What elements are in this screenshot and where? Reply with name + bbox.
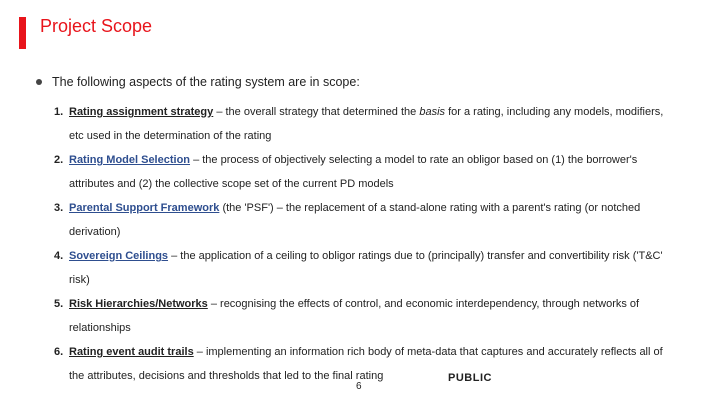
list-item [54, 292, 694, 340]
item-continuation: the attributes, decisions and thresholds that led to the final rating [69, 370, 384, 382]
item-term-link[interactable]: Rating assignment strategy [69, 106, 214, 118]
item-number: 3. [54, 202, 64, 214]
item-description: (the 'PSF') – the replacement of a stand-alone rating with a parent's rating (or notched [222, 202, 641, 214]
desc-part: the overall strategy that determined the [225, 106, 420, 118]
list-item [54, 148, 694, 196]
list-item [54, 100, 694, 148]
item-continuation: attributes and (2) the collective scope set of the current PD models [69, 178, 394, 190]
intro-bullet [36, 75, 360, 89]
page-number: 6 [356, 381, 362, 392]
item-term-link[interactable]: Risk Hierarchies/Networks [69, 298, 208, 310]
item-description: implementing an information rich body of meta-data that captures and accurately reflects all of [205, 346, 663, 358]
item-separator: – [207, 298, 221, 310]
item-separator: – [193, 346, 206, 358]
item-separator: – [190, 154, 203, 166]
item-description: recognising the effects of control, and economic interdependency, through networks of [220, 298, 640, 310]
item-number: 4. [54, 250, 64, 262]
item-continuation: relationships [69, 322, 131, 334]
item-description [226, 106, 664, 118]
item-number: 2. [54, 154, 64, 166]
item-continuation: etc used in the determination of the rating [69, 130, 272, 142]
item-description: the application of a ceiling to obligor ratings due to (principally) transfer and convertibility risk ('T&C' [180, 250, 663, 262]
desc-emphasis: basis [419, 106, 446, 118]
list-item [54, 340, 694, 388]
scope-list [54, 100, 694, 388]
item-continuation: derivation) [69, 226, 121, 238]
item-term-link[interactable]: Sovereign Ceilings [69, 250, 169, 262]
item-number: 5. [54, 298, 64, 310]
item-term-link[interactable]: Parental Support Framework [69, 202, 220, 214]
item-number: 1. [54, 106, 64, 118]
item-number: 6. [54, 346, 64, 358]
item-separator: – [168, 250, 181, 262]
item-term-link[interactable]: Rating Model Selection [69, 154, 191, 166]
item-continuation: risk) [69, 274, 90, 286]
title-accent-bar [19, 17, 26, 49]
list-item [54, 244, 694, 292]
item-separator: – [213, 106, 226, 118]
classification-label: PUBLIC [448, 372, 492, 384]
intro-text: The following aspects of the rating system are in scope: [52, 75, 360, 89]
list-item [54, 196, 694, 244]
desc-part: for a rating, including any models, modifiers, [445, 106, 664, 118]
item-term-link[interactable]: Rating event audit trails [69, 346, 194, 358]
bullet-dot-icon [36, 79, 42, 85]
page-title: Project Scope [40, 16, 153, 36]
item-description: the process of objectively selecting a model to rate an obligor based on (1) the borrower's [202, 154, 638, 166]
